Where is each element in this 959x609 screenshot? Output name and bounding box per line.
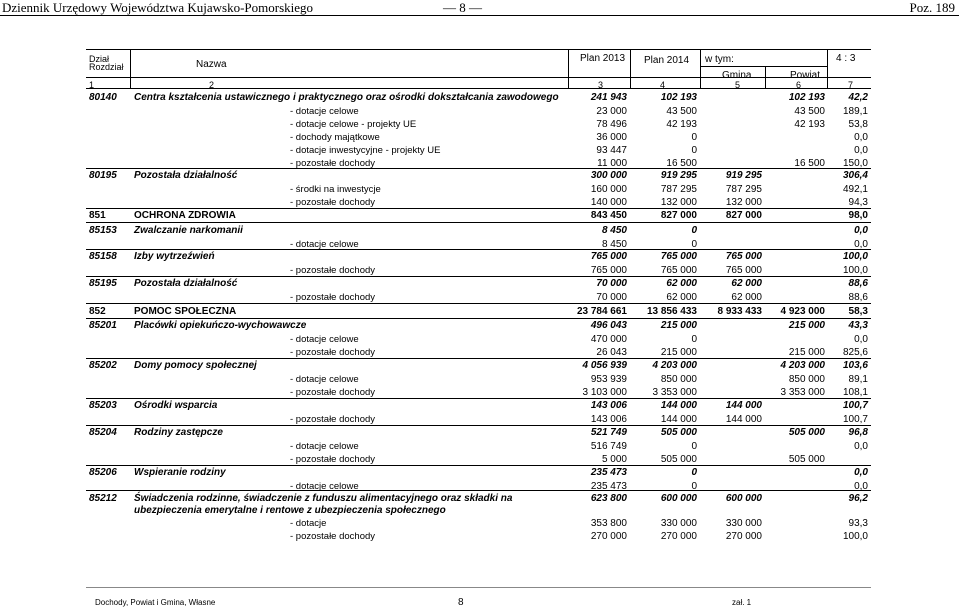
row-value-c7: 0,0 — [854, 132, 868, 143]
row-value-c3: 765 000 — [590, 265, 627, 276]
row-value-c7: 0,0 — [854, 481, 868, 492]
col-number-1: 1 — [89, 80, 95, 90]
row-value-c4: 3 353 000 — [652, 387, 697, 398]
row-value-c4: 42 193 — [666, 119, 697, 130]
row-code: 85195 — [89, 278, 117, 289]
row-value-c6: 505 000 — [788, 427, 825, 438]
row-code: 85202 — [89, 360, 117, 371]
row-value-c3: 470 000 — [590, 334, 627, 345]
row-value-c7: 0,0 — [854, 239, 868, 250]
row-value-c4: 215 000 — [660, 347, 697, 358]
row-subitem-name: - pozostałe dochody — [290, 158, 376, 169]
section-rule — [86, 208, 871, 209]
footer-page-number: 8 — [458, 597, 464, 608]
section-rule — [86, 318, 871, 319]
row-value-c7: 96,2 — [848, 493, 868, 504]
row-subitem-name: - pozostałe dochody — [290, 387, 376, 398]
col-number-3: 3 — [598, 80, 604, 90]
header-vline — [700, 49, 701, 88]
row-code: 85212 — [89, 493, 117, 504]
row-value-c5: 919 295 — [725, 170, 762, 181]
header-vline — [765, 66, 766, 88]
row-value-c7: 0,0 — [854, 334, 868, 345]
col-number-4: 4 — [660, 80, 666, 90]
row-value-c7: 93,3 — [848, 518, 868, 529]
row-value-c3: 270 000 — [590, 531, 627, 542]
row-value-c4: 215 000 — [660, 320, 697, 331]
row-value-c3: 11 000 — [597, 158, 627, 169]
row-value-c4: 0 — [691, 467, 697, 478]
row-value-c5: 144 000 — [725, 400, 762, 411]
row-value-c4: 0 — [691, 481, 697, 492]
row-subitem-name: - pozostałe dochody — [290, 292, 376, 303]
row-subitem-name: - dotacje celowe - projekty UE — [290, 119, 417, 130]
row-value-c5: 270 000 — [725, 531, 762, 542]
row-value-c6: 42 193 — [794, 119, 825, 130]
row-value-c7: 0,0 — [854, 467, 868, 478]
section-rule — [86, 276, 871, 277]
row-value-c4: 0 — [691, 334, 697, 345]
row-value-c3: 23 784 661 — [576, 306, 627, 317]
page-number: — 8 — — [443, 0, 482, 15]
row-value-c4: 102 193 — [660, 92, 697, 103]
row-value-c3: 5 000 — [601, 454, 627, 465]
row-value-c5: 8 933 433 — [717, 306, 762, 317]
row-value-c4: 0 — [691, 225, 697, 236]
row-code: 85153 — [89, 225, 117, 236]
row-value-c4: 600 000 — [660, 493, 697, 504]
col-header-plan2013: Plan 2013 — [580, 53, 626, 64]
footer-right: zał. 1 — [732, 598, 752, 607]
row-value-c3: 143 006 — [590, 400, 627, 411]
row-value-c3: 300 000 — [590, 170, 627, 181]
row-value-c3: 521 749 — [590, 427, 627, 438]
row-name: Świadczenia rodzinne, świadczenie z funduszu alimentacyjnego oraz składki na — [134, 493, 513, 504]
row-value-c3: 4 056 939 — [582, 360, 627, 371]
header-rule — [0, 15, 959, 16]
row-name: Placówki opiekuńczo-wychowawcze — [134, 320, 307, 331]
row-value-c7: 100,0 — [842, 531, 868, 542]
row-value-c5: 787 295 — [725, 184, 762, 195]
section-rule — [86, 425, 871, 426]
row-value-c6: 215 000 — [788, 320, 825, 331]
row-name-continued: ubezpieczenia emerytalne i rentowe z ubezpieczenia społecznego — [134, 505, 446, 516]
row-value-c3: 143 006 — [590, 414, 627, 425]
position-number: Poz. 189 — [909, 0, 955, 15]
row-value-c6: 43 500 — [794, 106, 825, 117]
row-subitem-name: - pozostałe dochody — [290, 197, 376, 208]
row-value-c4: 62 000 — [666, 292, 697, 303]
row-subitem-name: - dotacje celowe — [290, 106, 359, 117]
footer-rule — [86, 587, 871, 588]
row-value-c5: 765 000 — [725, 251, 762, 262]
row-value-c7: 825,6 — [842, 347, 868, 358]
row-value-c7: 103,6 — [842, 360, 868, 371]
row-value-c3: 36 000 — [596, 132, 627, 143]
row-value-c3: 953 939 — [590, 374, 627, 385]
row-value-c5: 827 000 — [725, 210, 762, 221]
row-value-c4: 765 000 — [660, 265, 697, 276]
row-subitem-name: - pozostałe dochody — [290, 265, 376, 276]
row-value-c3: 78 496 — [596, 119, 627, 130]
row-value-c4: 0 — [691, 145, 697, 156]
col-header-w-tym: w tym: — [705, 54, 734, 65]
row-name: Pozostała działalność — [134, 170, 238, 181]
row-value-c3: 496 043 — [590, 320, 627, 331]
row-value-c3: 235 473 — [590, 481, 627, 492]
section-rule — [86, 168, 871, 169]
row-value-c3: 516 749 — [590, 441, 627, 452]
row-value-c4: 850 000 — [660, 374, 697, 385]
journal-title: Dziennik Urzędowy Województwa Kujawsko-Pomorskiego — [2, 0, 314, 15]
row-value-c4: 43 500 — [666, 106, 697, 117]
row-value-c5: 62 000 — [731, 278, 762, 289]
row-name: Pozostała działalność — [134, 278, 238, 289]
row-value-c4: 765 000 — [660, 251, 697, 262]
row-value-c3: 70 000 — [596, 292, 627, 303]
row-value-c4: 132 000 — [660, 197, 697, 208]
col-header-gmina: Gmina — [722, 70, 752, 81]
row-value-c7: 58,3 — [848, 306, 868, 317]
row-value-c3: 8 450 — [601, 225, 627, 236]
row-value-c4: 62 000 — [666, 278, 697, 289]
col-header-powiat: Powiat — [790, 70, 821, 81]
row-code: 852 — [89, 306, 106, 317]
row-value-c5: 132 000 — [725, 197, 762, 208]
row-value-c6: 102 193 — [788, 92, 825, 103]
row-value-c4: 505 000 — [660, 427, 697, 438]
row-value-c7: 53,8 — [848, 119, 868, 130]
header-vline — [568, 49, 569, 88]
row-value-c3: 160 000 — [590, 184, 627, 195]
row-value-c4: 0 — [691, 239, 697, 250]
section-rule — [86, 222, 871, 223]
row-value-c4: 919 295 — [660, 170, 697, 181]
row-subitem-name: - pozostałe dochody — [290, 531, 376, 542]
row-subitem-name: - dotacje celowe — [290, 441, 359, 452]
row-subitem-name: - dotacje celowe — [290, 481, 359, 492]
row-code: 85203 — [89, 400, 117, 411]
row-value-c7: 98,0 — [848, 210, 868, 221]
row-subitem-name: - dotacje inwestycyjne - projekty UE — [290, 145, 441, 156]
row-subitem-name: - pozostałe dochody — [290, 347, 376, 358]
col-header-plan2014: Plan 2014 — [644, 55, 690, 66]
row-value-c6: 215 000 — [788, 347, 825, 358]
row-subitem-name: - dotacje — [290, 518, 327, 529]
header-vline — [630, 49, 631, 88]
row-value-c7: 43,3 — [848, 320, 868, 331]
col-number-7: 7 — [848, 80, 854, 90]
row-subitem-name: - środki na inwestycje — [290, 184, 381, 195]
header-vline — [130, 49, 131, 88]
row-value-c3: 3 103 000 — [582, 387, 627, 398]
row-value-c7: 100,0 — [842, 251, 868, 262]
row-value-c4: 144 000 — [660, 400, 697, 411]
row-value-c7: 306,4 — [842, 170, 868, 181]
row-value-c4: 16 500 — [666, 158, 697, 169]
row-value-c7: 100,0 — [842, 265, 868, 276]
row-value-c6: 3 353 000 — [780, 387, 825, 398]
row-value-c3: 235 473 — [590, 467, 627, 478]
row-name: POMOC SPOŁECZNA — [134, 306, 237, 317]
row-code: 80140 — [89, 92, 117, 103]
row-value-c3: 765 000 — [590, 251, 627, 262]
row-value-c3: 623 800 — [590, 493, 627, 504]
row-value-c7: 96,8 — [848, 427, 868, 438]
row-value-c6: 4 203 000 — [780, 360, 825, 371]
row-value-c5: 765 000 — [725, 265, 762, 276]
row-value-c3: 93 447 — [596, 145, 627, 156]
row-value-c4: 787 295 — [660, 184, 697, 195]
row-value-c3: 353 800 — [590, 518, 627, 529]
row-value-c7: 108,1 — [842, 387, 868, 398]
col-number-rule — [86, 88, 871, 89]
col-header-dzial: Dział — [89, 54, 110, 64]
row-name: Centra kształcenia ustawicznego i praktycznego oraz ośrodki dokształcania zawodowego — [134, 92, 559, 103]
row-value-c7: 150,0 — [842, 158, 868, 169]
w-tym-rule — [700, 66, 827, 67]
row-value-c3: 8 450 — [601, 239, 627, 250]
row-value-c3: 23 000 — [596, 106, 627, 117]
header-rule — [86, 77, 871, 78]
row-value-c5: 600 000 — [725, 493, 762, 504]
header-vline — [827, 49, 828, 88]
row-value-c3: 241 943 — [590, 92, 627, 103]
row-value-c4: 270 000 — [660, 531, 697, 542]
row-value-c7: 189,1 — [842, 106, 868, 117]
row-name: Izby wytrzeźwień — [134, 251, 215, 262]
row-value-c6: 850 000 — [788, 374, 825, 385]
section-rule — [86, 398, 871, 399]
row-value-c5: 330 000 — [725, 518, 762, 529]
row-value-c7: 88,6 — [848, 278, 868, 289]
row-value-c4: 13 856 433 — [646, 306, 697, 317]
section-rule — [86, 358, 871, 359]
row-value-c7: 100,7 — [842, 414, 868, 425]
row-name: Domy pomocy społecznej — [134, 360, 257, 371]
col-number-5: 5 — [735, 80, 741, 90]
row-value-c3: 26 043 — [596, 347, 627, 358]
row-value-c4: 505 000 — [660, 454, 697, 465]
row-value-c7: 0,0 — [854, 225, 868, 236]
row-value-c4: 0 — [691, 441, 697, 452]
row-value-c7: 0,0 — [854, 145, 868, 156]
row-value-c7: 0,0 — [854, 441, 868, 452]
row-name: OCHRONA ZDROWIA — [134, 210, 236, 221]
row-value-c6: 16 500 — [794, 158, 825, 169]
section-rule — [86, 490, 871, 491]
row-value-c4: 4 203 000 — [652, 360, 697, 371]
col-header-rozdzial: Rozdział — [89, 62, 124, 72]
row-value-c4: 0 — [691, 132, 697, 143]
footer-left: Dochody, Powiat i Gmina, Własne — [95, 598, 216, 607]
section-rule — [86, 249, 871, 250]
row-value-c4: 827 000 — [660, 210, 697, 221]
row-name: Rodziny zastępcze — [134, 427, 223, 438]
row-code: 85204 — [89, 427, 117, 438]
row-name: Zwalczanie narkomanii — [134, 225, 243, 236]
row-value-c6: 4 923 000 — [780, 306, 825, 317]
row-value-c4: 144 000 — [660, 414, 697, 425]
col-header-ratio: 4 : 3 — [836, 53, 856, 64]
row-subitem-name: - dotacje celowe — [290, 239, 359, 250]
section-rule — [86, 303, 871, 304]
row-subitem-name: - pozostałe dochody — [290, 414, 376, 425]
row-value-c6: 505 000 — [788, 454, 825, 465]
row-value-c5: 144 000 — [725, 414, 762, 425]
row-code: 851 — [89, 210, 106, 221]
row-code: 85158 — [89, 251, 117, 262]
row-value-c4: 330 000 — [660, 518, 697, 529]
col-number-6: 6 — [796, 80, 802, 90]
section-rule — [86, 465, 871, 466]
row-subitem-name: - dochody majątkowe — [290, 132, 380, 143]
row-value-c7: 94,3 — [848, 197, 868, 208]
row-value-c7: 42,2 — [848, 92, 868, 103]
row-code: 80195 — [89, 170, 117, 181]
row-value-c5: 62 000 — [731, 292, 762, 303]
row-value-c7: 89,1 — [848, 374, 868, 385]
col-header-nazwa: Nazwa — [196, 59, 227, 70]
row-subitem-name: - dotacje celowe — [290, 334, 359, 345]
row-value-c3: 70 000 — [596, 278, 627, 289]
row-value-c7: 88,6 — [848, 292, 868, 303]
row-name: Wspieranie rodziny — [134, 467, 226, 478]
row-name: Ośrodki wsparcia — [134, 400, 218, 411]
col-number-2: 2 — [209, 80, 215, 90]
row-value-c3: 140 000 — [590, 197, 627, 208]
row-value-c7: 100,7 — [842, 400, 868, 411]
row-code: 85201 — [89, 320, 117, 331]
row-code: 85206 — [89, 467, 117, 478]
row-subitem-name: - pozostałe dochody — [290, 454, 376, 465]
row-value-c7: 492,1 — [842, 184, 868, 195]
row-value-c3: 843 450 — [590, 210, 627, 221]
table-top-rule — [86, 49, 871, 50]
row-subitem-name: - dotacje celowe — [290, 374, 359, 385]
